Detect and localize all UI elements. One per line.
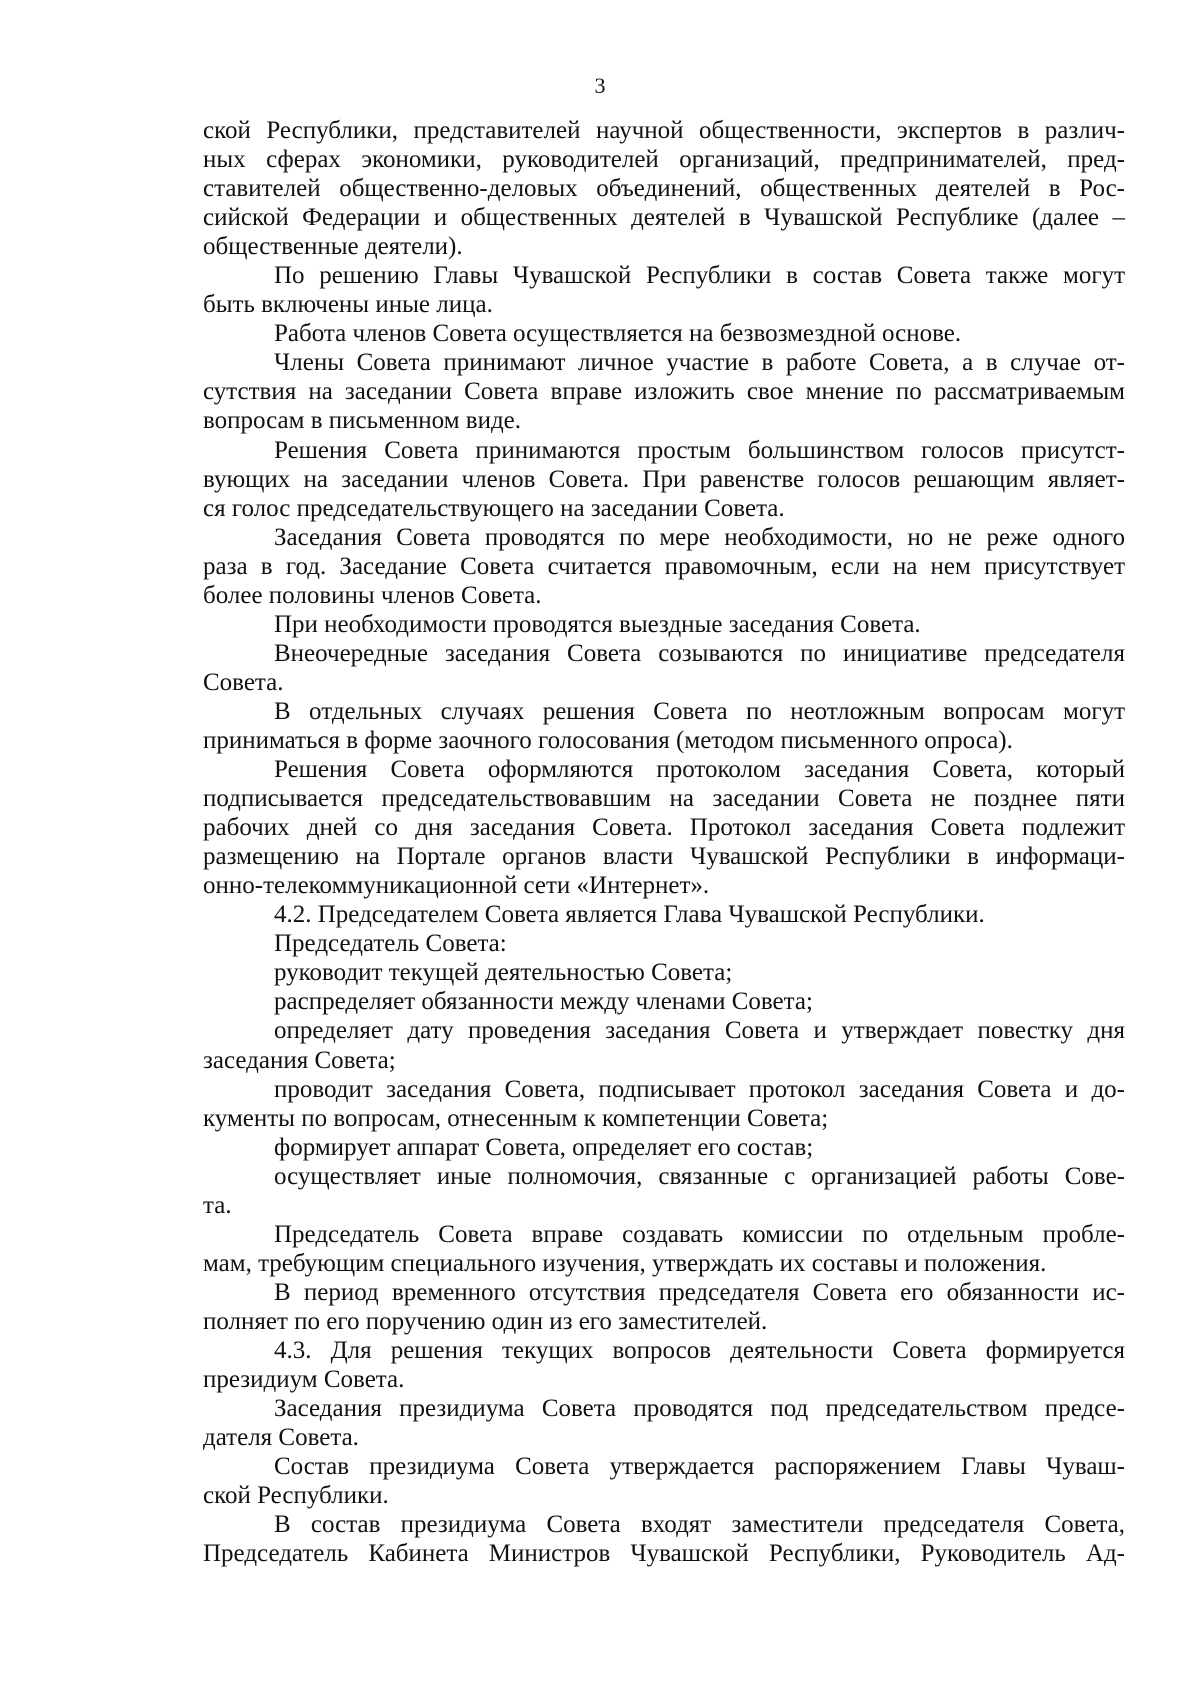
text-line: проводит заседания Совета, подписывает протокол заседания Совета и до- — [274, 1075, 1125, 1103]
text-line: Состав президиума Совета утверждается распоряжением Главы Чуваш- — [274, 1453, 1125, 1481]
text-line: Заседания Совета проводятся по мере необходимости, но не реже одного — [274, 523, 1125, 551]
text-line: По решению Главы Чувашской Республики в состав Совета также могут — [274, 262, 1125, 290]
text-line: Председатель Совета: — [274, 930, 507, 958]
text-line: Члены Совета принимают личное участие в работе Совета, а в случае от- — [274, 349, 1125, 377]
document-body — [203, 116, 1125, 1568]
text-line: осуществляет иные полномочия, связанные с организацией работы Сове- — [274, 1162, 1125, 1190]
text-line: руководит текущей деятельностью Совета; — [274, 959, 733, 987]
text-line: заседания Совета; — [203, 1046, 396, 1074]
text-line: президиум Совета. — [203, 1366, 405, 1394]
text-line: формирует аппарат Совета, определяет его состав; — [274, 1133, 814, 1161]
text-line: онно-телекоммуникационной сети «Интернет». — [203, 872, 710, 900]
text-line: В период временного отсутствия председателя Совета его обязанности ис- — [274, 1278, 1125, 1306]
text-line: сийской Федерации и общественных деятелей в Чувашской Республике (далее – — [203, 204, 1125, 232]
text-line: вующих на заседании членов Совета. При равенстве голосов решающим являет- — [203, 465, 1125, 493]
text-line: Внеочередные заседания Совета созываются по инициативе председателя — [274, 639, 1125, 667]
text-line: распределяет обязанности между членами Совета; — [274, 988, 813, 1016]
text-line: ся голос председательствующего на заседании Совета. — [203, 494, 785, 522]
text-line: 4.2. Председателем Совета является Глава Чувашской Республики. — [274, 901, 985, 929]
text-line: В отдельных случаях решения Совета по неотложным вопросам могут — [274, 697, 1125, 725]
text-line: вопросам в письменном виде. — [203, 407, 522, 435]
text-line: та. — [203, 1191, 232, 1219]
text-line: Совета. — [203, 668, 284, 696]
text-line: При необходимости проводятся выездные заседания Совета. — [274, 610, 921, 638]
text-line: общественные деятели). — [203, 233, 463, 261]
text-line: Заседания президиума Совета проводятся под председательством предсе- — [274, 1395, 1125, 1423]
text-line: Решения Совета принимаются простым большинством голосов присутст- — [274, 436, 1125, 464]
text-line: кументы по вопросам, отнесенным к компетенции Совета; — [203, 1104, 829, 1132]
text-line: дателя Совета. — [203, 1424, 359, 1452]
text-line: Председатель Кабинета Министров Чувашской Республики, Руководитель Ад- — [203, 1540, 1125, 1568]
text-line: определяет дату проведения заседания Совета и утверждает повестку дня — [274, 1017, 1125, 1045]
text-line: Работа членов Совета осуществляется на безвозмездной основе. — [274, 320, 962, 348]
text-line: полняет по его поручению один из его заместителей. — [203, 1307, 768, 1335]
text-line: подписывается председательствовавшим на заседании Совета не позднее пяти — [203, 785, 1125, 813]
text-line: ской Республики. — [203, 1482, 389, 1510]
text-line: Председатель Совета вправе создавать комиссии по отдельным пробле- — [274, 1220, 1125, 1248]
text-line: В состав президиума Совета входят заместители председателя Совета, — [274, 1511, 1125, 1539]
text-line: раза в год. Заседание Совета считается правомочным, если на нем присутствует — [203, 552, 1125, 580]
text-line: быть включены иные лица. — [203, 291, 493, 319]
text-line: сутствия на заседании Совета вправе изложить свое мнение по рассматриваемым — [203, 378, 1125, 406]
text-line: Решения Совета оформляются протоколом заседания Совета, который — [274, 756, 1125, 784]
page-number: 3 — [594, 73, 606, 98]
text-line: рабочих дней со дня заседания Совета. Протокол заседания Совета подлежит — [203, 814, 1125, 842]
text-line: ставителей общественно-деловых объединений, общественных деятелей в Рос- — [203, 175, 1125, 203]
text-line: размещению на Портале органов власти Чувашской Республики в информаци- — [203, 843, 1125, 871]
text-line: 4.3. Для решения текущих вопросов деятельности Совета формируется — [274, 1336, 1125, 1364]
text-line: приниматься в форме заочного голосования (методом письменного опроса). — [203, 726, 1013, 754]
text-line: ных сферах экономики, руководителей организаций, предпринимателей, пред- — [203, 146, 1125, 174]
text-line: ской Республики, представителей научной общественности, экспертов в различ- — [203, 117, 1125, 144]
text-line: мам, требующим специального изучения, утверждать их составы и положения. — [203, 1249, 1047, 1277]
text-line: более половины членов Совета. — [203, 581, 542, 609]
